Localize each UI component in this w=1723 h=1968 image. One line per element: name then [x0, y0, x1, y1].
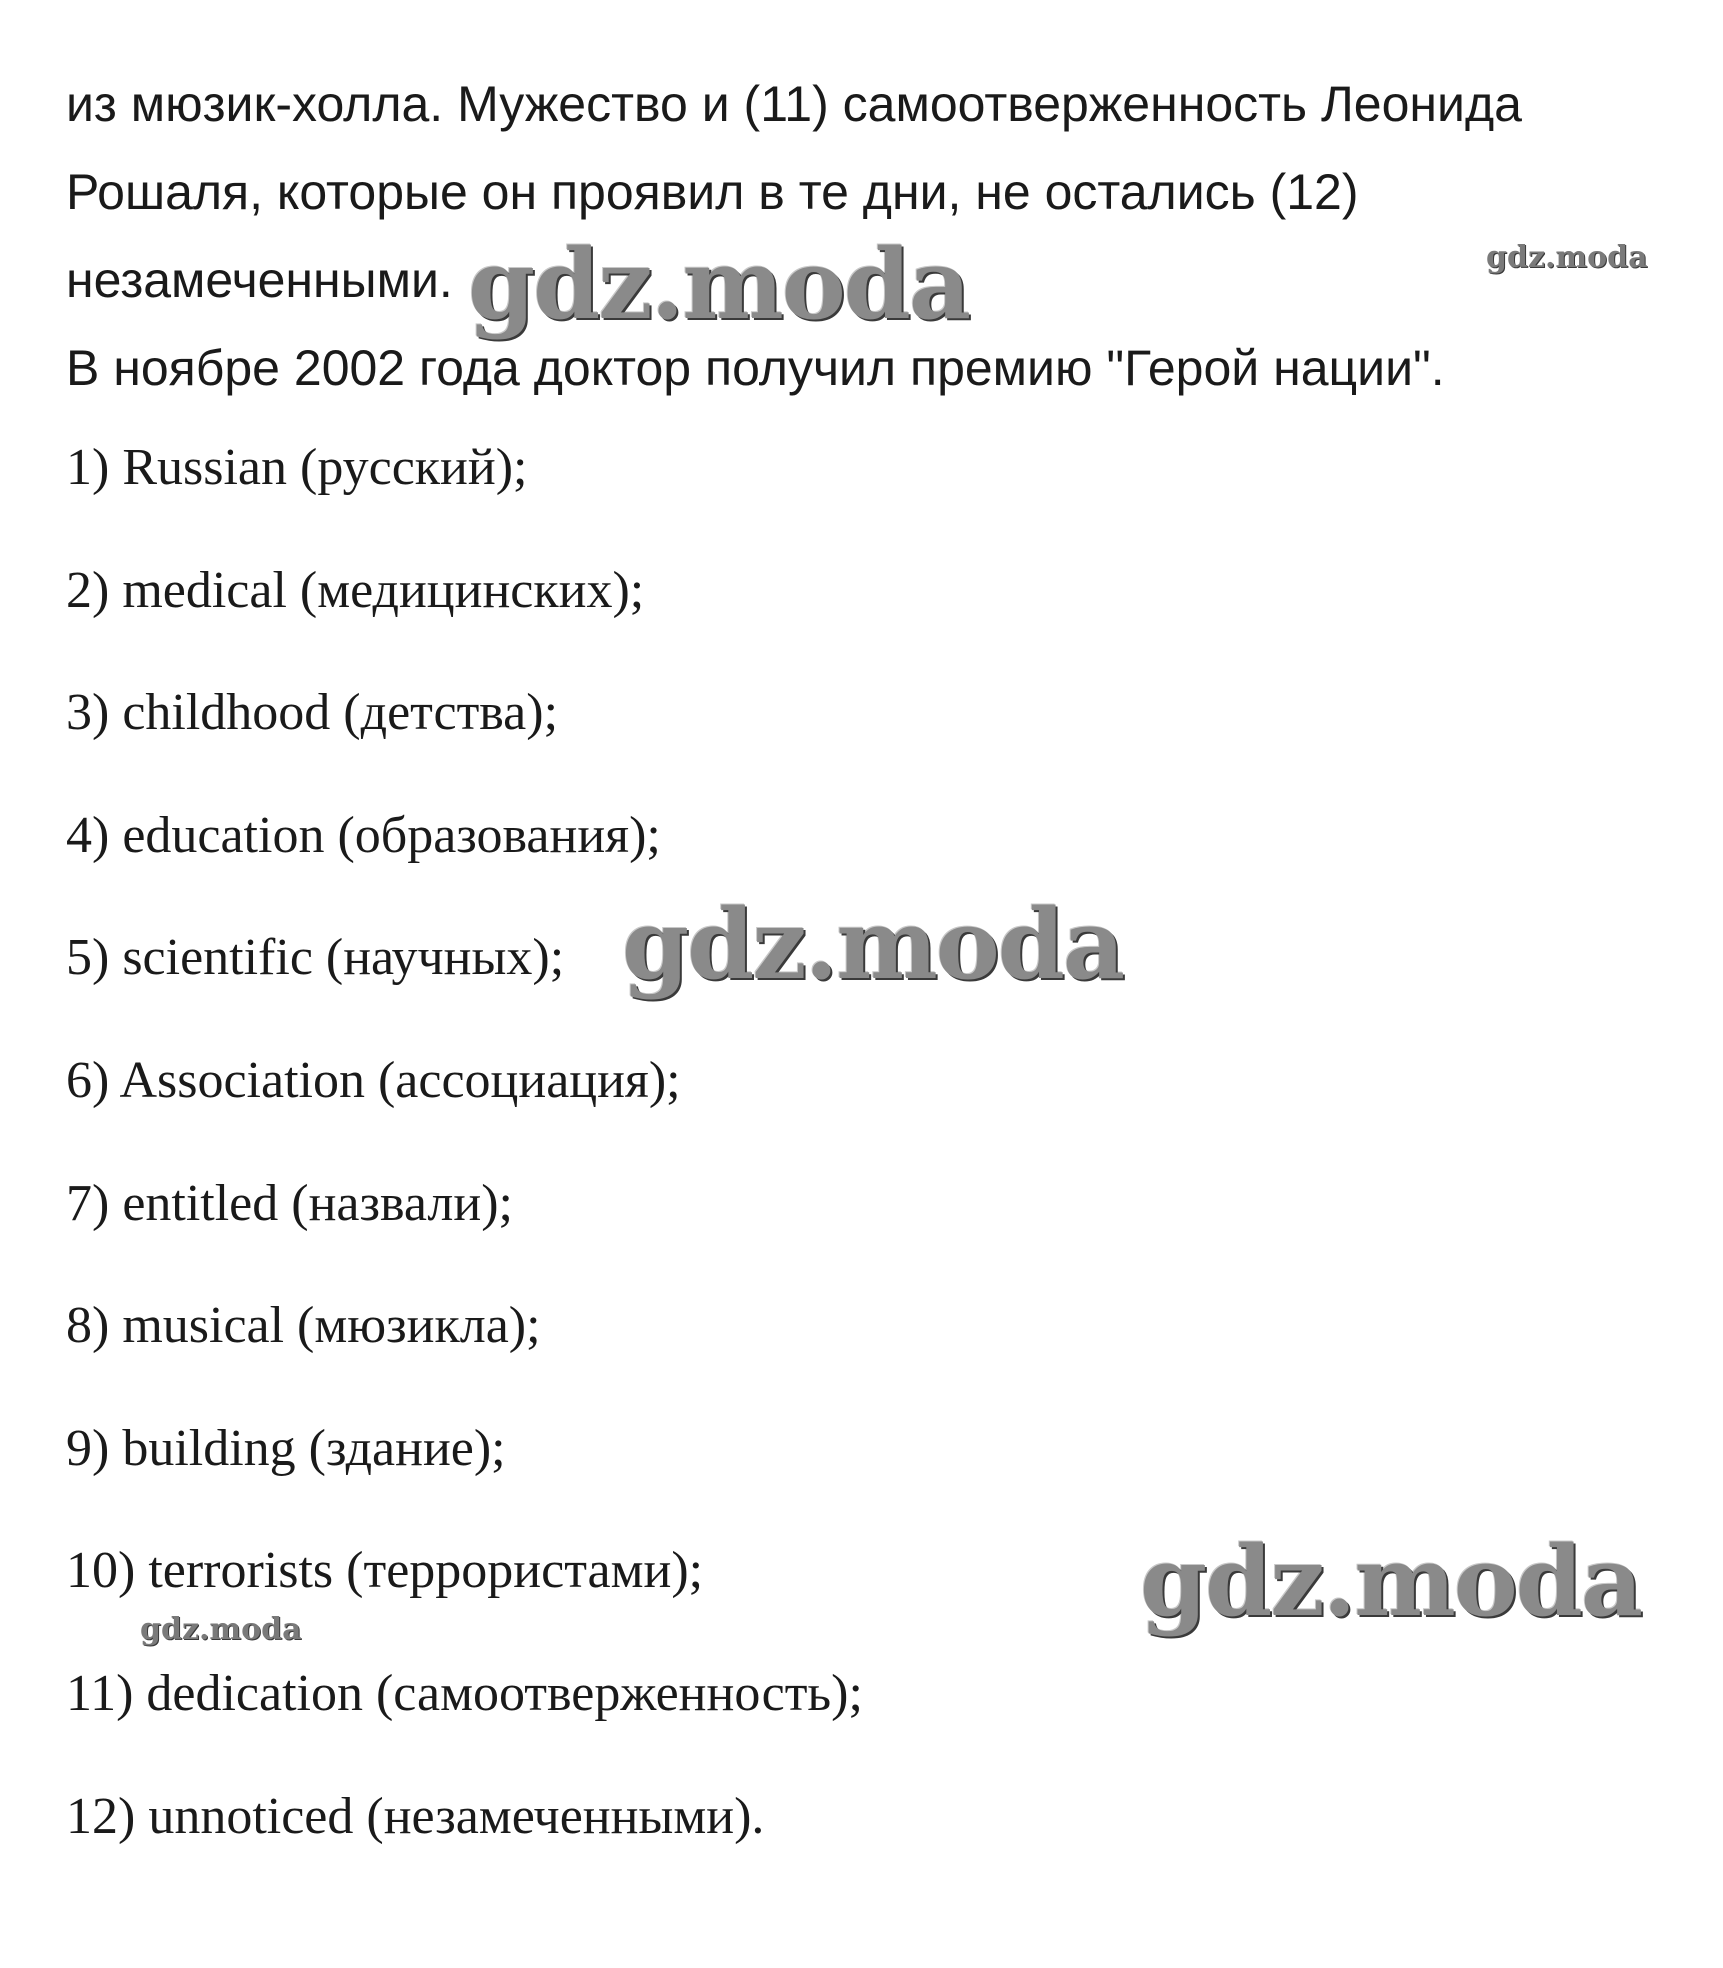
- answer-item-3: 3) childhood (детства);: [66, 684, 559, 742]
- answer-item-9: 9) building (здание);: [66, 1419, 506, 1477]
- paragraph-line-1: из мюзик-холла. Мужество и (11) самоотверженность Леонида: [66, 76, 1522, 132]
- watermark-bottom-left: gdz.moda: [140, 1612, 302, 1647]
- answer-item-12: 12) unnoticed (незамеченными).: [66, 1787, 765, 1845]
- answer-item-8: 8) musical (мюзикла);: [66, 1297, 541, 1355]
- answer-item-11: 11) dedication (самоотверженность);: [66, 1664, 863, 1722]
- answer-item-7: 7) entitled (назвали);: [66, 1174, 513, 1232]
- watermark-top-right: gdz.moda: [1486, 240, 1648, 275]
- paragraph-line-2: Рошаля, которые он проявил в те дни, не остались (12): [66, 164, 1359, 220]
- answer-item-1: 1) Russian (русский);: [66, 439, 528, 496]
- answer-item-4: 4) education (образования);: [66, 806, 661, 864]
- watermark-middle: gdz.moda: [622, 888, 1124, 1001]
- answer-item-2: 2) medical (медицинских);: [66, 561, 645, 619]
- watermark-top: gdz.moda: [468, 228, 970, 341]
- answer-item-6: 6) Association (ассоциация);: [66, 1051, 681, 1109]
- paragraph-line-3: незамеченными.: [66, 252, 453, 308]
- paragraph-line-4: В ноябре 2002 года доктор получил премию "Герой нации".: [66, 340, 1445, 396]
- watermark-bottom-right: gdz.moda: [1140, 1525, 1642, 1638]
- answer-item-5: 5) scientific (научных);: [66, 929, 565, 987]
- answer-item-10: 10) terrorists (террористами);: [66, 1542, 704, 1600]
- answer-list: [66, 438, 863, 1909]
